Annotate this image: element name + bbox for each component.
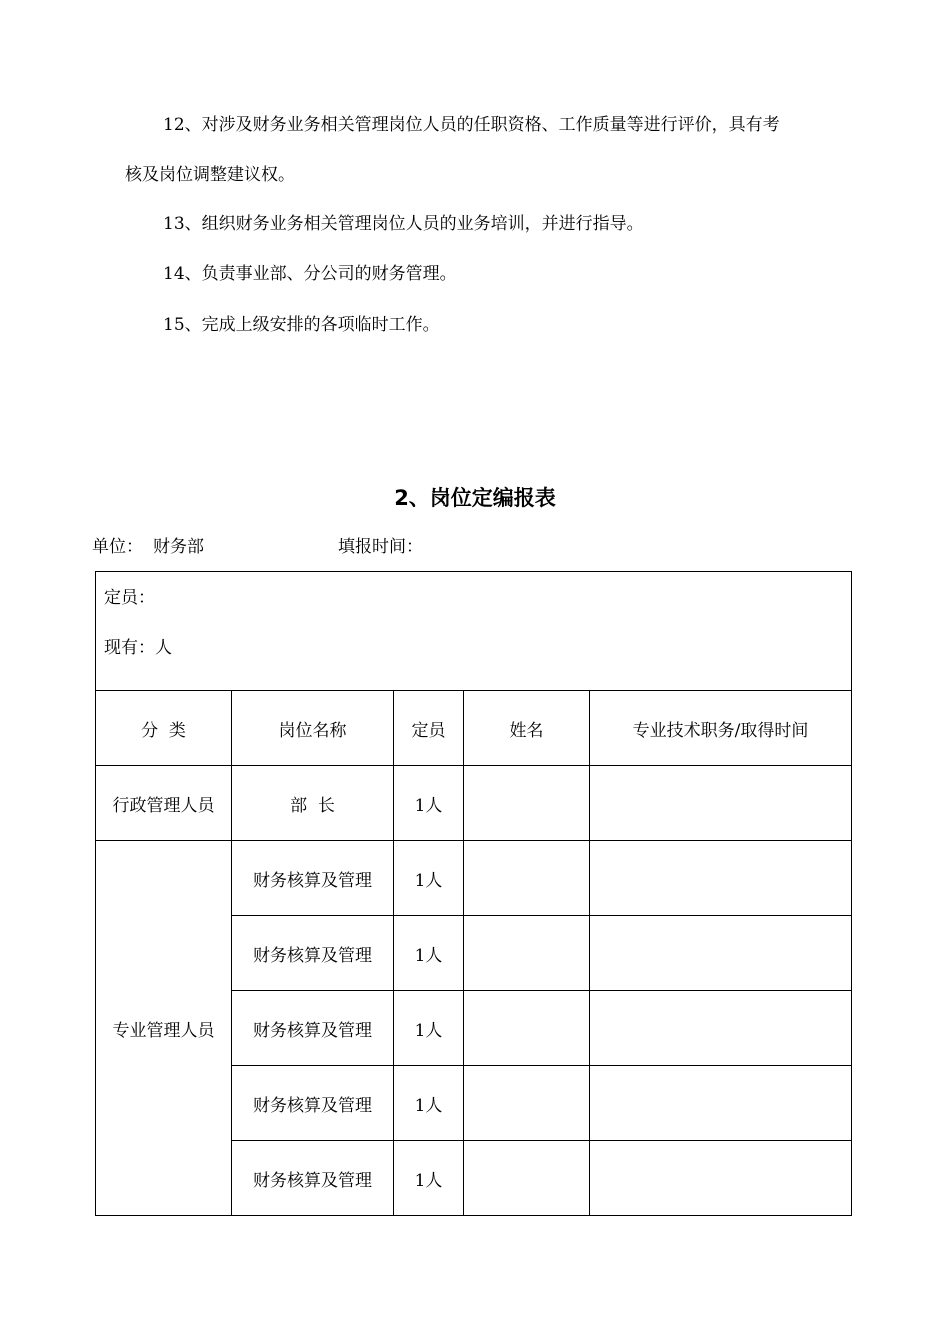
- header-row: [96, 691, 852, 766]
- info-cell: [96, 572, 852, 691]
- title-time-cell: [590, 841, 852, 916]
- staffing-table: [95, 571, 852, 1216]
- header-title-time: 专业技术职务/取得时间: [590, 691, 852, 766]
- name-cell: [464, 841, 590, 916]
- position-cell: 财务核算及管理: [232, 1141, 394, 1216]
- header-position: 岗位名称: [232, 691, 394, 766]
- name-cell: [464, 1141, 590, 1216]
- quota-cell: 1人: [394, 841, 464, 916]
- name-cell: [464, 991, 590, 1066]
- header-category: 分 类: [96, 691, 232, 766]
- unit-label: 单位：: [92, 537, 143, 557]
- table-row: [96, 841, 852, 916]
- position-cell: 部 长: [232, 766, 394, 841]
- position-cell: 财务核算及管理: [232, 841, 394, 916]
- paragraph-12: 12、对涉及财务业务相关管理岗位人员的任职资格、工作质量等进行评价，具有考: [163, 115, 780, 135]
- paragraph-14: 14、负责事业部、分公司的财务管理。: [163, 264, 457, 284]
- quota-cell: 1人: [394, 991, 464, 1066]
- current-label: 现有：人: [104, 638, 172, 658]
- name-cell: [464, 1066, 590, 1141]
- position-cell: 财务核算及管理: [232, 1066, 394, 1141]
- quota-cell: 1人: [394, 1066, 464, 1141]
- paragraph-15: 15、完成上级安排的各项临时工作。: [163, 315, 440, 335]
- section-title: 2、岗位定编报表: [394, 486, 556, 510]
- title-time-cell: [590, 991, 852, 1066]
- title-time-cell: [590, 1066, 852, 1141]
- category-cell: 专业管理人员: [96, 841, 232, 1216]
- paragraph-13: 13、组织财务业务相关管理岗位人员的业务培训，并进行指导。: [163, 214, 644, 234]
- quota-label: 定员：: [104, 588, 155, 608]
- paragraph-12-continued: 核及岗位调整建议权。: [125, 165, 295, 185]
- title-time-cell: [590, 1141, 852, 1216]
- table-row: [96, 766, 852, 841]
- title-time-cell: [590, 766, 852, 841]
- title-time-cell: [590, 916, 852, 991]
- category-cell: 行政管理人员: [96, 766, 232, 841]
- info-row: [96, 572, 852, 691]
- position-cell: 财务核算及管理: [232, 991, 394, 1066]
- position-cell: 财务核算及管理: [232, 916, 394, 991]
- quota-cell: 1人: [394, 916, 464, 991]
- header-name: 姓名: [464, 691, 590, 766]
- date-label: 填报时间：: [338, 537, 423, 557]
- quota-cell: 1人: [394, 766, 464, 841]
- name-cell: [464, 766, 590, 841]
- name-cell: [464, 916, 590, 991]
- quota-cell: 1人: [394, 1141, 464, 1216]
- header-quota: 定员: [394, 691, 464, 766]
- unit-value: 财务部: [153, 537, 204, 557]
